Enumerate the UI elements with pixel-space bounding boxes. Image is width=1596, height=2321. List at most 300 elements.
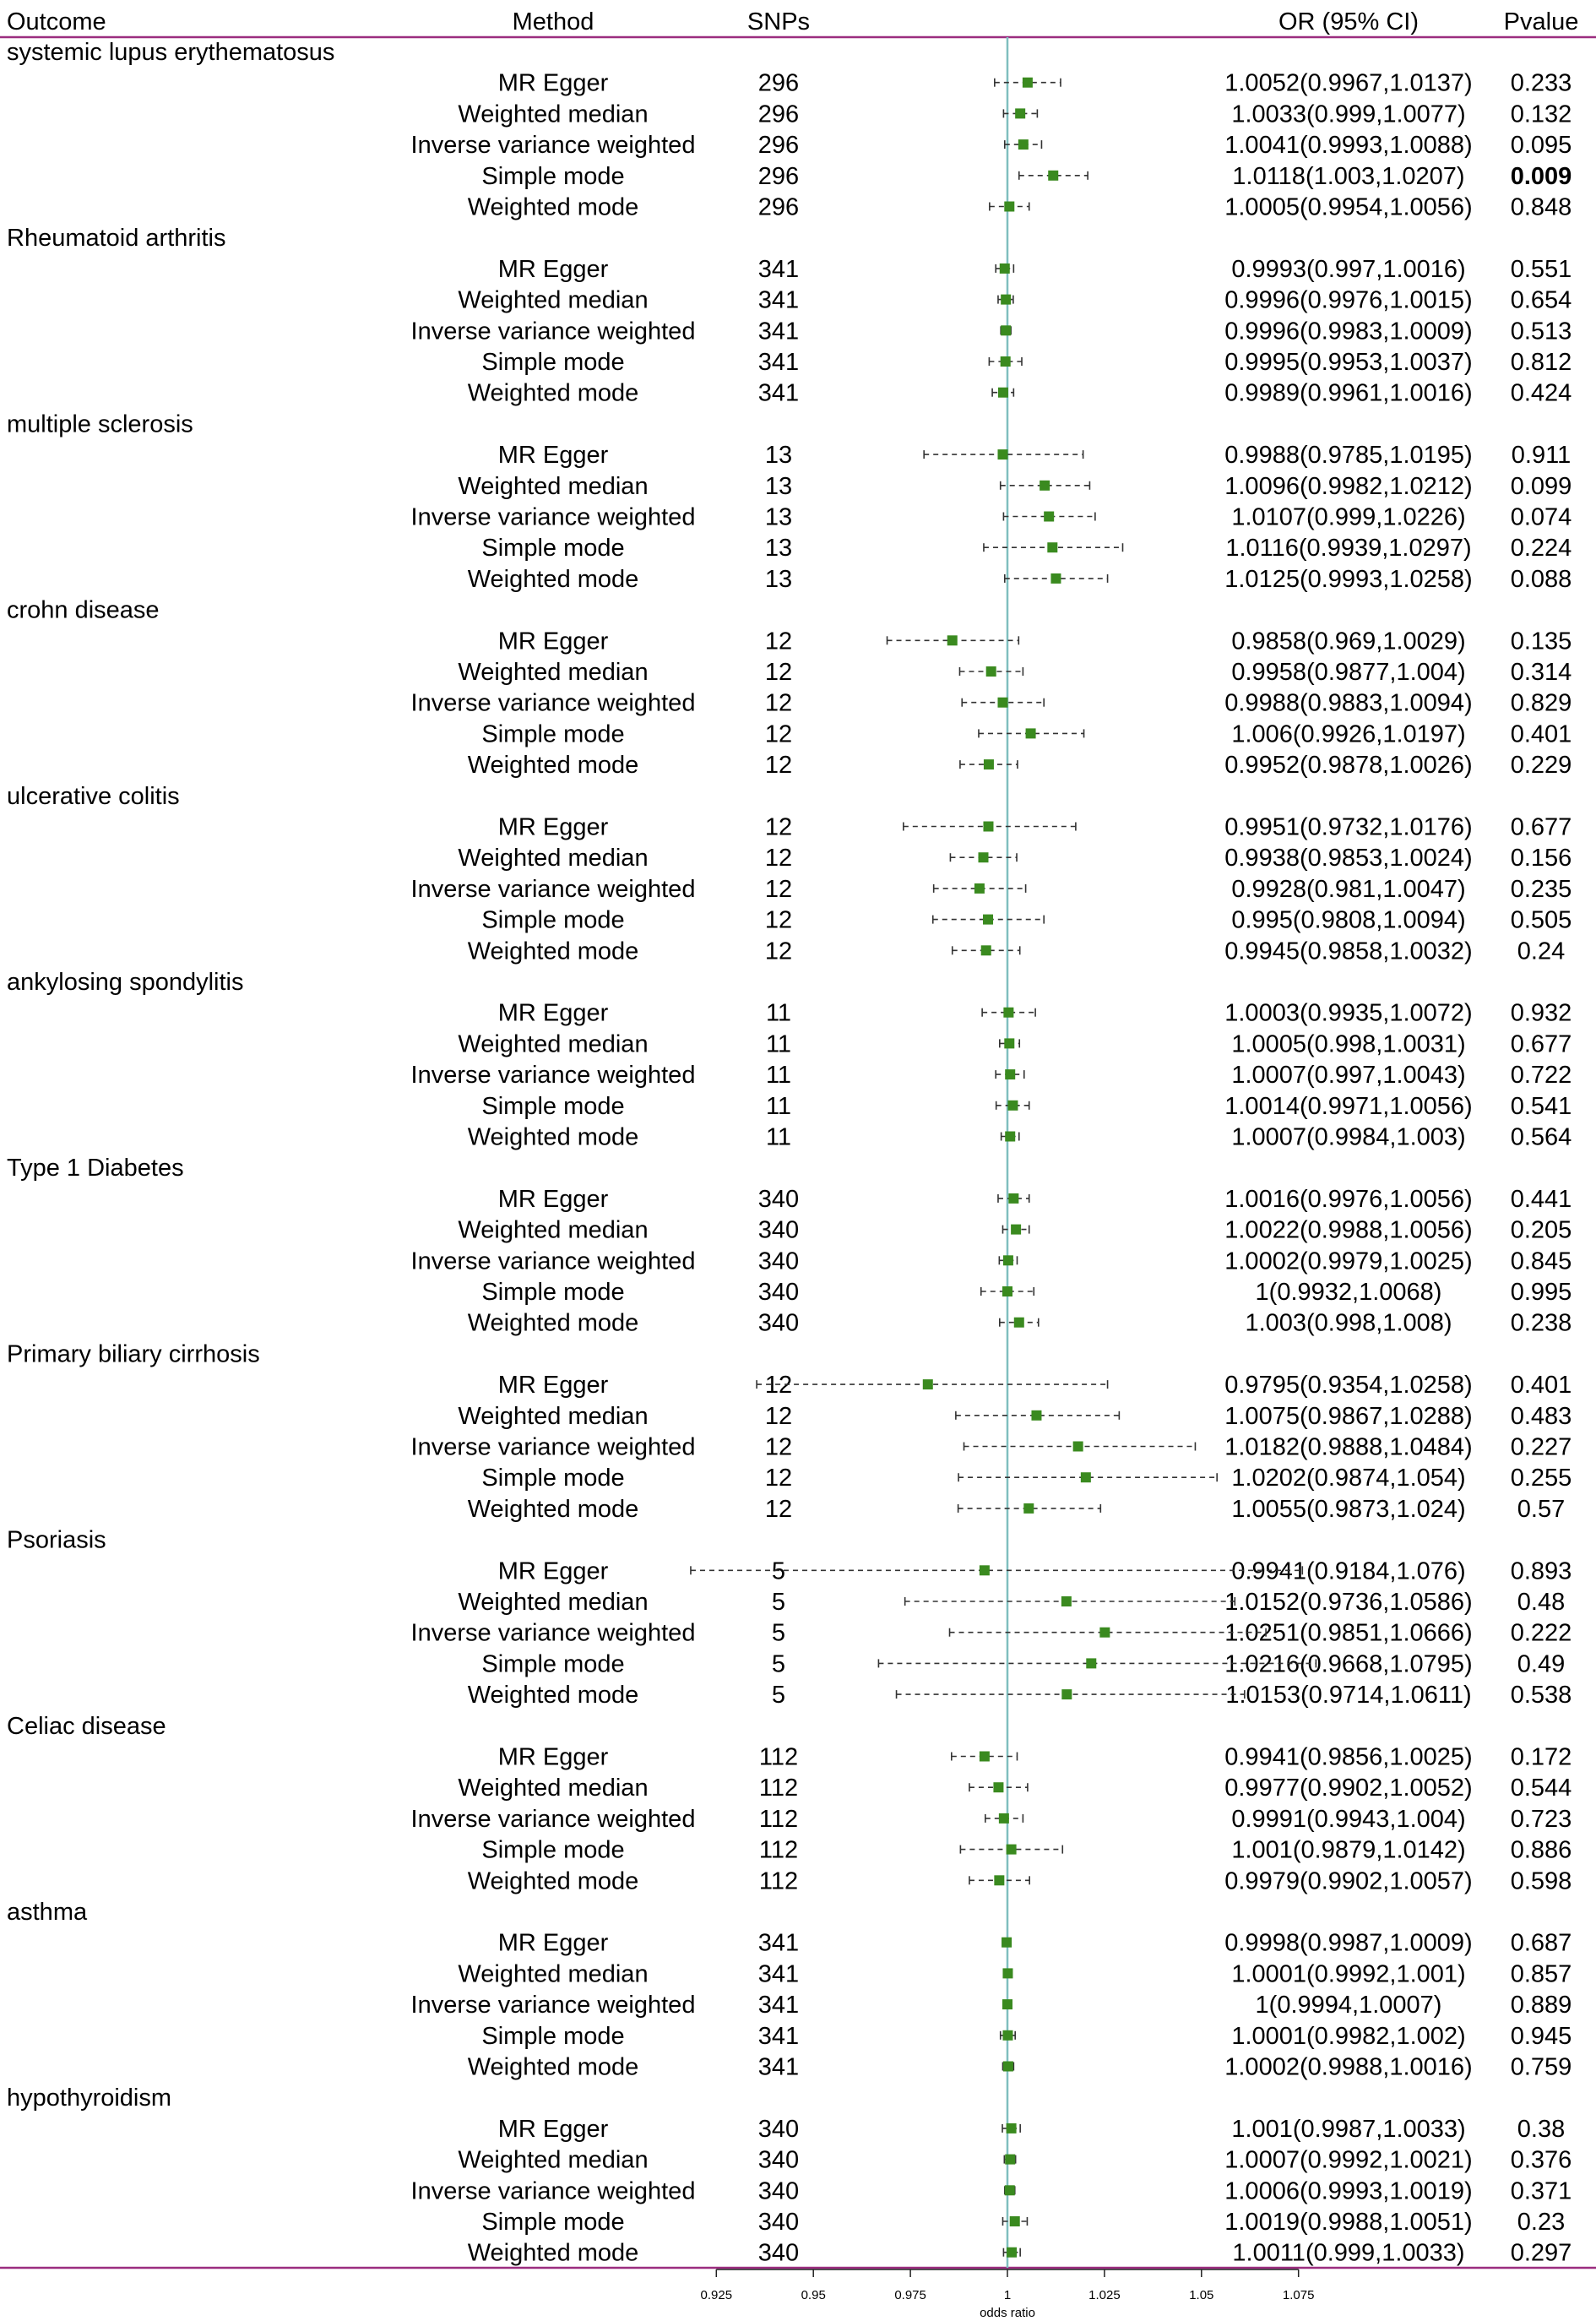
or-ci-value: 0.9995(0.9953,1.0037): [1224, 349, 1473, 376]
method-label: Simple mode: [481, 2022, 625, 2050]
method-row: [481, 535, 1572, 562]
snps-value: 13: [764, 535, 793, 563]
tick-label: 1.025: [1088, 2288, 1121, 2302]
snps-value: 341: [757, 1992, 800, 2019]
tick-label: 1.075: [1282, 2288, 1315, 2302]
pvalue-value: 0.722: [1510, 1062, 1572, 1090]
method-label: MR Egger: [497, 628, 609, 655]
snps-value: 341: [757, 255, 800, 283]
snps-value: 5: [771, 1557, 786, 1585]
snps-value: 11: [765, 1123, 792, 1151]
tick-label: 1.05: [1189, 2288, 1214, 2302]
snps-value: 340: [757, 1247, 800, 1275]
header-or-ci: OR (95% CI): [1278, 8, 1419, 35]
point-estimate: [1004, 202, 1014, 212]
snps-value: 341: [757, 1960, 800, 1988]
outcome-label: crohn disease: [7, 596, 160, 624]
point-estimate: [983, 915, 993, 925]
method-label: MR Egger: [497, 69, 609, 97]
method-row: [468, 938, 1566, 965]
or-ci-value: 0.9945(0.9858,1.0032): [1224, 938, 1473, 965]
method-row: [458, 1589, 1565, 1616]
snps-value: 112: [758, 1743, 799, 1771]
pvalue-value: 0.598: [1510, 1867, 1572, 1895]
or-ci-value: 0.9958(0.9877,1.004): [1231, 659, 1466, 686]
snps-value: 340: [757, 2115, 800, 2143]
or-ci-value: 0.9996(0.9983,1.0009): [1224, 318, 1473, 345]
or-ci-value: 1(0.9932,1.0068): [1255, 1279, 1442, 1306]
point-estimate: [1086, 1658, 1096, 1668]
snps-value: 112: [758, 1867, 799, 1895]
or-ci-value: 1.0118(1.003,1.0207): [1232, 162, 1465, 190]
or-ci-value: 1.0002(0.9979,1.0025): [1224, 1247, 1473, 1275]
method-row: [481, 1650, 1565, 1677]
or-ci-value: 1.001(0.9987,1.0033): [1231, 2115, 1466, 2143]
snps-value: 341: [757, 349, 800, 376]
method-label: Simple mode: [481, 1836, 625, 1864]
or-ci-value: 1.0002(0.9988,1.0016): [1224, 2053, 1473, 2081]
outcome-group: [7, 1340, 1572, 1523]
outcome-label: asthma: [7, 1899, 88, 1926]
method-row: [458, 287, 1572, 314]
snps-value: 11: [765, 1030, 792, 1058]
point-estimate: [1047, 542, 1057, 552]
snps-value: 5: [771, 1650, 786, 1678]
method-row: [498, 628, 1572, 655]
method-row: [481, 1279, 1572, 1306]
snps-value: 12: [764, 845, 793, 872]
snps-value: 340: [757, 2177, 800, 2205]
point-estimate: [1007, 1101, 1018, 1111]
pvalue-value: 0.48: [1517, 1589, 1566, 1616]
point-estimate: [979, 852, 989, 862]
or-ci-value: 1.0001(0.9992,1.001): [1231, 1960, 1466, 1988]
or-ci-value: 0.9941(0.9856,1.0025): [1224, 1743, 1473, 1771]
point-estimate: [974, 883, 985, 894]
outcome-group: [7, 225, 1572, 407]
pvalue-value: 0.654: [1510, 286, 1572, 314]
snps-value: 13: [764, 472, 793, 500]
pvalue-value: 0.088: [1510, 565, 1572, 593]
method-row: [481, 1837, 1572, 1864]
method-row: [411, 1620, 1572, 1647]
outcome-group: [7, 1899, 1572, 2081]
snps-value: 341: [757, 286, 800, 314]
method-row: [468, 1682, 1572, 1709]
outcome-label: systemic lupus erythematosus: [7, 39, 335, 66]
or-ci-value: 1.0007(0.9992,1.0021): [1224, 2146, 1473, 2174]
or-ci-value: 1.0202(0.9874,1.054): [1231, 1465, 1466, 1492]
snps-value: 11: [765, 1062, 792, 1090]
outcome-group: [7, 39, 1572, 221]
method-label: Simple mode: [481, 162, 625, 190]
rows-layer: [7, 39, 1572, 2267]
snps-value: 340: [757, 1185, 800, 1213]
header-snps: SNPs: [746, 8, 811, 35]
pvalue-value: 0.564: [1510, 1123, 1572, 1151]
point-estimate: [1008, 1193, 1018, 1204]
method-row: [468, 2054, 1572, 2081]
or-ci-value: 0.9938(0.9853,1.0024): [1224, 845, 1473, 872]
method-label: Inverse variance weighted: [410, 1247, 696, 1275]
method-label: Simple mode: [481, 720, 625, 748]
pvalue-value: 0.723: [1510, 1805, 1572, 1833]
snps-value: 12: [764, 813, 793, 841]
snps-value: 12: [764, 906, 793, 934]
snps-value: 296: [757, 101, 800, 128]
point-estimate: [993, 1782, 1003, 1792]
snps-value: 341: [757, 1929, 800, 1957]
method-row: [411, 1062, 1572, 1089]
pvalue-value: 0.829: [1510, 689, 1572, 717]
method-row: [498, 1744, 1572, 1771]
snps-value: 13: [764, 503, 793, 531]
point-estimate: [1073, 1442, 1083, 1452]
method-label: Weighted mode: [467, 565, 639, 593]
point-estimate: [1061, 1689, 1072, 1699]
or-ci-value: 1.0022(0.9988,1.0056): [1224, 1216, 1473, 1244]
method-row: [468, 566, 1572, 593]
point-estimate: [997, 449, 1007, 459]
method-row: [498, 1557, 1572, 1584]
pvalue-value: 0.401: [1510, 720, 1572, 748]
method-label: Simple mode: [481, 2209, 625, 2236]
point-estimate: [1007, 1845, 1017, 1855]
snps-value: 296: [757, 193, 800, 221]
pvalue-value: 0.812: [1510, 349, 1572, 376]
point-estimate: [1011, 1225, 1021, 1235]
tick-label: 0.925: [700, 2288, 733, 2302]
snps-value: 340: [757, 2209, 800, 2236]
method-row: [498, 70, 1572, 97]
header-pvalue: Pvalue: [1503, 8, 1579, 35]
point-estimate: [1044, 512, 1054, 522]
method-row: [481, 2209, 1565, 2236]
method-row: [498, 1372, 1572, 1399]
point-estimate: [1040, 481, 1050, 491]
pvalue-value: 0.932: [1510, 999, 1572, 1027]
method-label: MR Egger: [497, 1372, 609, 1400]
or-ci-value: 0.9998(0.9987,1.0009): [1224, 1929, 1473, 1957]
pvalue-value: 0.995: [1510, 1279, 1572, 1306]
method-row: [498, 256, 1572, 283]
method-row: [481, 1465, 1572, 1492]
outcome-group: [7, 410, 1572, 593]
pvalue-value: 0.886: [1510, 1836, 1572, 1864]
method-row: [411, 1806, 1572, 1833]
header-outcome: Outcome: [7, 8, 106, 35]
snps-value: 13: [764, 565, 793, 593]
pvalue-value: 0.541: [1510, 1092, 1572, 1120]
method-row: [411, 876, 1572, 903]
point-estimate: [923, 1379, 933, 1389]
pvalue-value: 0.376: [1510, 2146, 1572, 2174]
method-label: MR Egger: [497, 1743, 609, 1771]
outcome-label: hypothyroidism: [7, 2085, 172, 2112]
pvalue-value: 0.551: [1510, 255, 1572, 283]
or-ci-value: 1(0.9994,1.0007): [1255, 1992, 1442, 2019]
point-estimate: [1005, 1069, 1015, 1079]
method-label: Simple mode: [481, 349, 625, 376]
method-label: Weighted mode: [467, 2239, 639, 2267]
method-label: Weighted median: [458, 845, 649, 872]
method-label: MR Egger: [497, 255, 609, 283]
or-ci-value: 0.9941(0.9184,1.076): [1231, 1557, 1466, 1585]
pvalue-value: 0.848: [1510, 193, 1572, 221]
snps-value: 12: [764, 1372, 793, 1400]
x-axis: [701, 2269, 1315, 2302]
outcome-group: [7, 1527, 1572, 1709]
snps-value: 12: [764, 938, 793, 965]
method-label: Weighted median: [458, 1960, 649, 1988]
snps-value: 341: [757, 318, 800, 345]
or-ci-value: 1.0096(0.9982,1.0212): [1224, 472, 1473, 500]
outcome-group: [7, 2085, 1572, 2267]
method-label: Inverse variance weighted: [410, 1433, 696, 1461]
method-label: MR Egger: [497, 999, 609, 1027]
point-estimate: [1048, 171, 1058, 181]
method-row: [498, 1186, 1572, 1213]
snps-value: 11: [765, 1092, 792, 1120]
method-row: [411, 1247, 1572, 1275]
point-estimate: [1003, 1255, 1013, 1265]
pvalue-value: 0.23: [1517, 2209, 1566, 2236]
or-ci-value: 0.9795(0.9354,1.0258): [1224, 1372, 1473, 1400]
snps-value: 112: [758, 1775, 799, 1802]
snps-value: 340: [757, 1216, 800, 1244]
method-label: Weighted median: [458, 101, 649, 128]
method-label: Weighted mode: [467, 938, 639, 965]
pvalue-value: 0.857: [1510, 1960, 1572, 1988]
method-row: [458, 101, 1572, 128]
point-estimate: [1023, 1503, 1034, 1514]
method-row: [411, 132, 1572, 159]
method-row: [458, 1217, 1572, 1244]
method-row: [481, 907, 1572, 934]
point-estimate: [1010, 2216, 1020, 2226]
outcome-group: [7, 969, 1572, 1151]
snps-value: 13: [764, 442, 793, 470]
snps-value: 296: [757, 162, 800, 190]
pvalue-value: 0.677: [1510, 813, 1572, 841]
pvalue-value: 0.255: [1510, 1465, 1572, 1492]
method-label: Weighted mode: [467, 1123, 639, 1151]
point-estimate: [1003, 2062, 1013, 2072]
method-label: Weighted median: [458, 659, 649, 686]
point-estimate: [1015, 108, 1025, 118]
pvalue-value: 0.297: [1510, 2239, 1572, 2267]
snps-value: 296: [757, 69, 800, 97]
or-ci-value: 0.9952(0.9878,1.0026): [1224, 752, 1473, 780]
pvalue-value: 0.401: [1510, 1372, 1572, 1400]
pvalue-value: 0.505: [1510, 906, 1572, 934]
point-estimate: [1002, 1286, 1012, 1296]
outcome-group: [7, 1155, 1572, 1337]
point-estimate: [999, 1813, 1009, 1824]
pvalue-value: 0.513: [1510, 318, 1572, 345]
method-label: Inverse variance weighted: [410, 1062, 696, 1090]
snps-value: 112: [758, 1805, 799, 1833]
snps-value: 112: [758, 1836, 799, 1864]
method-row: [468, 1496, 1566, 1523]
or-ci-value: 1.0116(0.9939,1.0297): [1225, 535, 1472, 563]
method-row: [458, 1403, 1572, 1430]
point-estimate: [1081, 1472, 1091, 1482]
or-ci-value: 1.0216(0.9668,1.0795): [1224, 1650, 1473, 1678]
pvalue-value: 0.095: [1510, 132, 1572, 160]
method-label: Simple mode: [481, 1465, 625, 1492]
method-row: [411, 504, 1572, 531]
point-estimate: [1005, 2185, 1015, 2195]
outcome-label: Primary biliary cirrhosis: [7, 1340, 260, 1368]
pvalue-value: 0.172: [1510, 1743, 1572, 1771]
snps-value: 12: [764, 659, 793, 686]
snps-value: 341: [757, 2022, 800, 2050]
method-label: Inverse variance weighted: [410, 689, 696, 717]
point-estimate: [1007, 2123, 1017, 2133]
outcome-group: [7, 597, 1572, 780]
pvalue-value: 0.227: [1510, 1433, 1572, 1461]
or-ci-value: 1.0125(0.9993,1.0258): [1224, 565, 1473, 593]
pvalue-value: 0.222: [1510, 1619, 1572, 1647]
point-estimate: [984, 759, 994, 769]
pvalue-value: 0.893: [1510, 1557, 1572, 1585]
or-ci-value: 1.0011(0.999,1.0033): [1232, 2239, 1465, 2267]
method-label: Weighted median: [458, 286, 649, 314]
or-ci-value: 1.0007(0.9984,1.003): [1231, 1123, 1466, 1151]
method-label: Weighted mode: [467, 1309, 639, 1337]
point-estimate: [980, 1752, 990, 1762]
snps-value: 12: [764, 1402, 793, 1430]
method-row: [468, 1124, 1572, 1151]
outcome-group: [7, 1713, 1572, 1895]
or-ci-value: 1.0014(0.9971,1.0056): [1224, 1092, 1473, 1120]
or-ci-value: 0.9996(0.9976,1.0015): [1224, 286, 1473, 314]
point-estimate: [1001, 356, 1011, 367]
pvalue-value: 0.314: [1510, 659, 1572, 686]
or-ci-value: 0.9977(0.9902,1.0052): [1224, 1775, 1473, 1802]
or-ci-value: 1.0005(0.998,1.0031): [1231, 1030, 1466, 1058]
pvalue-value: 0.441: [1510, 1185, 1572, 1213]
pvalue-value: 0.759: [1510, 2053, 1572, 2081]
method-label: Weighted mode: [467, 1867, 639, 1895]
point-estimate: [1002, 1999, 1012, 2009]
point-estimate: [1007, 2248, 1017, 2258]
method-label: Simple mode: [481, 535, 625, 563]
method-row: [458, 659, 1572, 686]
method-row: [411, 1434, 1572, 1461]
pvalue-value: 0.677: [1510, 1030, 1572, 1058]
or-ci-value: 1.0052(0.9967,1.0137): [1224, 69, 1473, 97]
point-estimate: [1002, 2030, 1012, 2041]
point-estimate: [1018, 139, 1029, 149]
point-estimate: [1003, 1008, 1013, 1018]
snps-value: 12: [764, 875, 793, 903]
point-estimate: [1031, 1411, 1041, 1421]
point-estimate: [1001, 325, 1011, 335]
pvalue-value: 0.24: [1517, 938, 1566, 965]
or-ci-value: 1.006(0.9926,1.0197): [1231, 720, 1466, 748]
or-ci-value: 0.9979(0.9902,1.0057): [1224, 1867, 1473, 1895]
header-row: [7, 8, 1578, 35]
snps-value: 12: [764, 628, 793, 655]
method-label: MR Egger: [497, 1929, 609, 1957]
pvalue-value: 0.233: [1510, 69, 1572, 97]
snps-value: 340: [757, 1279, 800, 1306]
method-label: Weighted mode: [467, 1682, 639, 1709]
or-ci-value: 0.995(0.9808,1.0094): [1231, 906, 1466, 934]
point-estimate: [997, 698, 1007, 708]
method-row: [458, 1775, 1572, 1802]
pvalue-value: 0.49: [1517, 1650, 1566, 1678]
method-row: [481, 349, 1572, 376]
or-ci-value: 1.0007(0.997,1.0043): [1231, 1062, 1466, 1090]
or-ci-value: 1.0003(0.9935,1.0072): [1224, 999, 1473, 1027]
pvalue-value: 0.099: [1510, 472, 1572, 500]
method-label: MR Egger: [497, 1185, 609, 1213]
or-ci-value: 1.001(0.9879,1.0142): [1231, 1836, 1466, 1864]
or-ci-value: 1.0041(0.9993,1.0088): [1224, 132, 1473, 160]
outcome-label: Psoriasis: [7, 1526, 106, 1554]
method-row: [481, 1093, 1572, 1120]
method-row: [458, 845, 1572, 872]
method-row: [411, 318, 1572, 345]
snps-value: 12: [764, 752, 793, 780]
method-row: [481, 720, 1572, 747]
method-row: [468, 1867, 1572, 1894]
point-estimate: [1002, 1938, 1012, 1948]
pvalue-value: 0.135: [1510, 628, 1572, 655]
method-label: Simple mode: [481, 1092, 625, 1120]
or-ci-value: 0.9988(0.9883,1.0094): [1224, 689, 1473, 717]
pvalue-value: 0.074: [1510, 503, 1572, 531]
snps-value: 341: [757, 379, 800, 407]
or-ci-value: 0.9988(0.9785,1.0195): [1224, 442, 1473, 470]
or-ci-value: 1.0153(0.9714,1.0611): [1225, 1682, 1472, 1709]
point-estimate: [1061, 1596, 1072, 1606]
axis-label: odds ratio: [980, 2306, 1035, 2320]
or-ci-value: 1.0055(0.9873,1.024): [1231, 1495, 1466, 1523]
or-ci-value: 1.0152(0.9736,1.0586): [1224, 1589, 1473, 1616]
outcome-label: ulcerative colitis: [7, 782, 180, 810]
snps-value: 340: [757, 1309, 800, 1337]
tick-label: 1: [1003, 2288, 1012, 2302]
point-estimate: [947, 635, 958, 645]
method-label: Inverse variance weighted: [410, 132, 696, 160]
snps-value: 340: [757, 2239, 800, 2267]
method-row: [411, 690, 1572, 717]
pvalue-value: 0.132: [1510, 101, 1572, 128]
method-row: [498, 814, 1572, 841]
pvalue-value: 0.483: [1510, 1402, 1572, 1430]
pvalue-value: 0.009: [1510, 162, 1572, 190]
or-ci-value: 0.9991(0.9943,1.004): [1231, 1805, 1466, 1833]
method-label: Inverse variance weighted: [410, 1992, 696, 2019]
tick-label: 0.95: [801, 2288, 826, 2302]
method-label: Weighted median: [458, 472, 649, 500]
point-estimate: [1004, 1038, 1014, 1048]
method-row: [468, 752, 1572, 779]
method-label: Weighted median: [458, 2146, 649, 2174]
point-estimate: [1002, 1968, 1012, 1978]
point-estimate: [983, 822, 993, 832]
or-ci-value: 0.9993(0.997,1.0016): [1231, 255, 1466, 283]
method-label: Weighted median: [458, 1775, 649, 1802]
method-row: [458, 2147, 1572, 2174]
or-ci-value: 1.0005(0.9954,1.0056): [1224, 193, 1473, 221]
snps-value: 11: [765, 999, 792, 1027]
point-estimate: [1014, 1318, 1024, 1328]
